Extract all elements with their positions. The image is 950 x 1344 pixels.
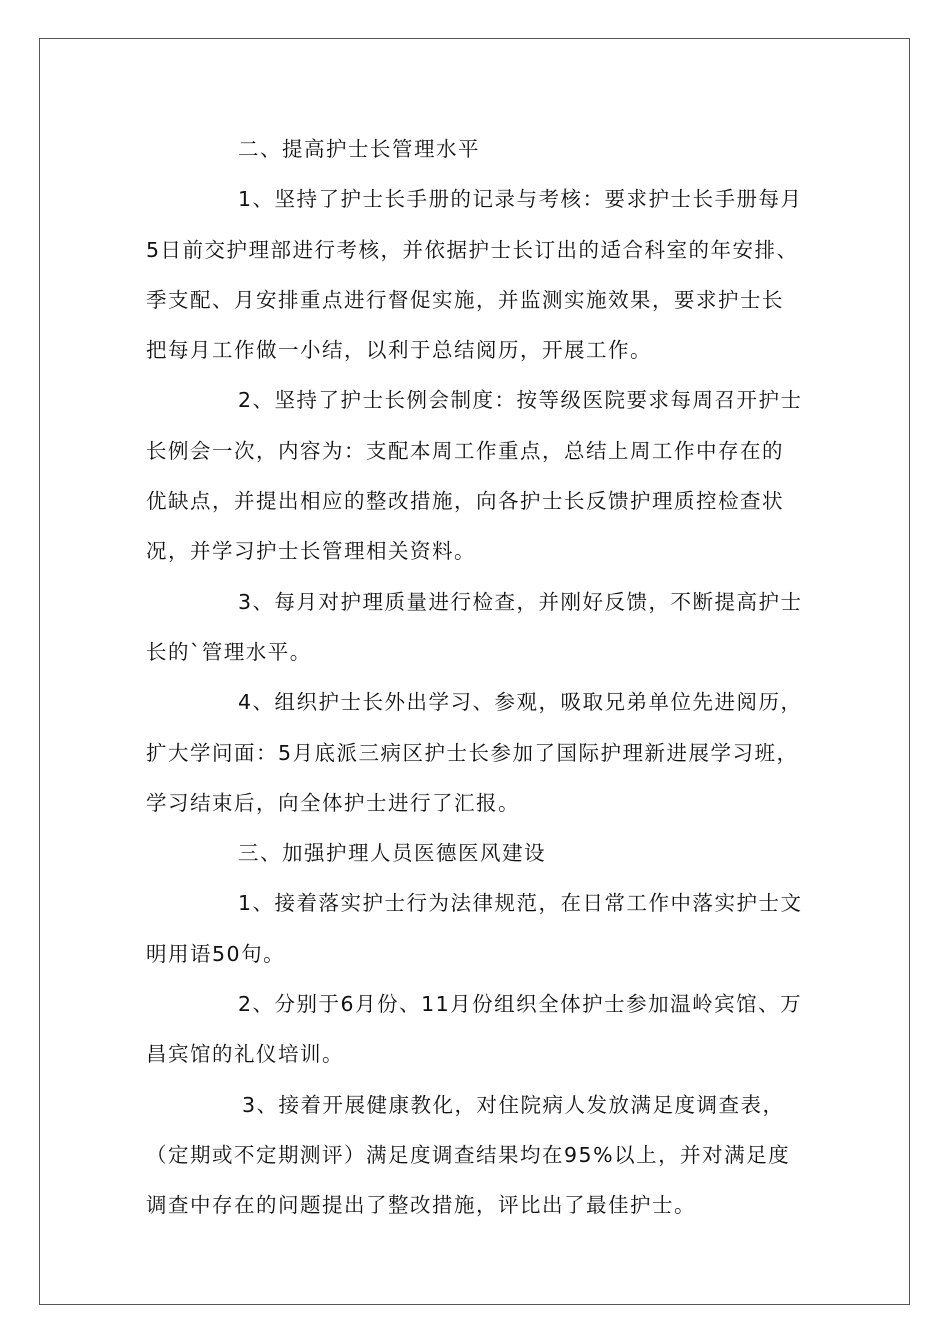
text-line: 长的`管理水平。 bbox=[146, 639, 312, 664]
text-line: 5日前交护理部进行考核，并依据护士长订出的适合科室的年安排、 bbox=[146, 237, 799, 262]
text-line: 明用语50句。 bbox=[146, 941, 286, 966]
text-line: 3、每月对护理质量进行检查，并刚好反馈，不断提高护士 bbox=[238, 589, 803, 614]
text-line: 1、接着落实护士行为法律规范，在日常工作中落实护士文 bbox=[238, 891, 803, 916]
text-line: 昌宾馆的礼仪培训。 bbox=[146, 1042, 344, 1067]
paragraph-item-4 bbox=[146, 677, 814, 828]
text-line: 3、接着开展健康教化，对住院病人发放满足度调查表， bbox=[242, 1092, 785, 1117]
paragraph-item-1 bbox=[146, 174, 814, 375]
text-line: 优缺点，并提出相应的整改措施，向各护士长反馈护理质控检查状 bbox=[146, 489, 784, 514]
paragraph-item-3b bbox=[146, 1080, 814, 1231]
text-line: 1、坚持了护士长手册的记录与考核：要求护士长手册每月 bbox=[238, 187, 803, 212]
text-line: 学习结束后，向全体护士进行了汇报。 bbox=[146, 790, 520, 815]
paragraph-item-1b bbox=[146, 878, 814, 979]
text-line: 二、提高护士长管理水平 bbox=[238, 137, 480, 161]
text-line: 把每月工作做一小结，以利于总结阅历，开展工作。 bbox=[146, 338, 652, 363]
text-line: 况，并学习护士长管理相关资料。 bbox=[146, 539, 476, 564]
paragraph-item-2b bbox=[146, 979, 814, 1080]
document-body bbox=[146, 124, 814, 1231]
text-line: 2、坚持了护士长例会制度：按等级医院要求每周召开护士 bbox=[238, 388, 803, 413]
text-line: 2、分别于6月份、11月份组织全体护士参加温岭宾馆、万 bbox=[238, 992, 803, 1017]
text-line: 4、组织护士长外出学习、参观，吸取兄弟单位先进阅历， bbox=[238, 690, 803, 715]
text-line: 调查中存在的问题提出了整改措施，评比出了最佳护士。 bbox=[146, 1193, 696, 1218]
paragraph-item-3 bbox=[146, 577, 814, 678]
text-line: 季支配、月安排重点进行督促实施，并监测实施效果，要求护士长 bbox=[146, 287, 784, 312]
text-line: 三、加强护理人员医德医风建设 bbox=[238, 841, 546, 866]
section-heading-2 bbox=[146, 124, 814, 174]
paragraph-item-2 bbox=[146, 375, 814, 576]
section-heading-3 bbox=[146, 828, 814, 878]
text-line: 长例会一次，内容为：支配本周工作重点，总结上周工作中存在的 bbox=[146, 438, 784, 463]
text-line: （定期或不定期测评）满足度调查结果均在95%以上，并对满足度 bbox=[146, 1142, 791, 1167]
text-line: 扩大学问面：5月底派三病区护士长参加了国际护理新进展学习班， bbox=[146, 740, 799, 765]
